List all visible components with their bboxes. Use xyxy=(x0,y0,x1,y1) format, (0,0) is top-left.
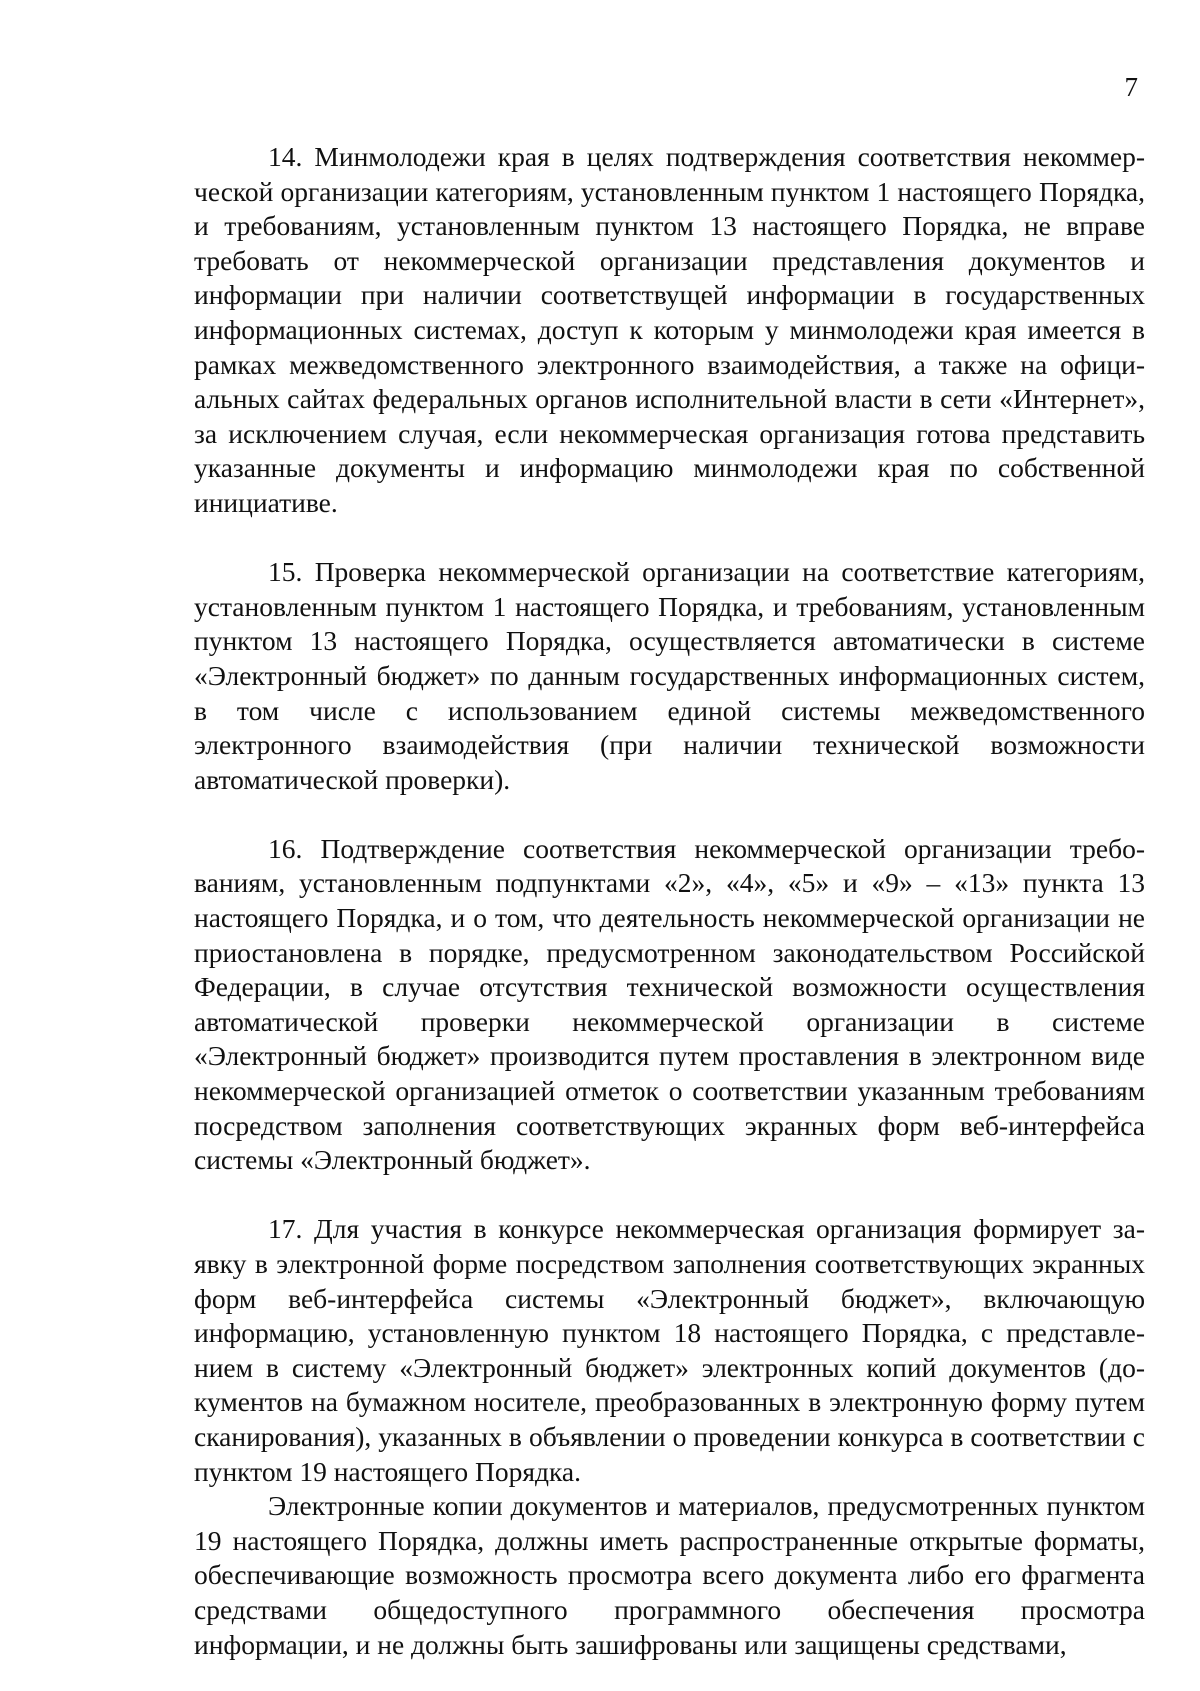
paragraph-16: 16. Подтверждение соответствия некоммерческой организации требованиям, установленным подпунктами «2», «4», «5» и «9» – «13» пункта 13 настоящего Порядка, и о том, что деятельность некоммерческой организации не приостановлена в порядке, предусмотренном законодательством Российской Федерации, в случае отсутствия технической возможности осуществления автоматической проверки некоммерческой организации в системе «Электронный бюджет» производится путем проставления в электронном виде некоммерческой организацией отметок о соответствии указанным требованиям посредством заполнения соответствующих экранных форм веб-интерфейса системы «Электронный бюджет». xyxy=(194,832,1145,1176)
paragraph-17-continuation: Электронные копии документов и материалов, предусмотренных пунктом 19 настоящего Порядка, должны иметь распространенные открытые форматы, обеспечивающие возможность просмотра всего документа либо его фрагмента средствами общедоступного программного обеспечения просмотра информации, и не должны быть зашифрованы или защищены средствами, xyxy=(194,1490,1145,1660)
paragraph-14: 14. Минмолодежи края в целях подтверждения соответствия некоммерческой организации категориям, установленным пунктом 1 настоящего Порядка, и требованиям, установленным пунктом 13 настоящего Порядка, не вправе требовать от некоммерческой организации представления документов и информации при наличии соответствущей информации в государственных информационных системах, доступ к которым у минмолодежи края имеется в рамках межведомственного электронного взаимодействия, а также на официальных сайтах федеральных органов исполнительной власти в сети «Интернет», за исключением случая, если некоммерческая организация готова представить указанные документы и информацию минмолодежи края по собственной инициативе. xyxy=(194,141,1145,518)
document-body xyxy=(194,140,1145,1662)
paragraph-15: 15. Проверка некоммерческой организации на соответствие категориям, установленным пунктом 1 настоящего Порядка, и требованиям, установленным пунктом 13 настоящего Порядка, осуществляется автоматически в системе «Электронный бюджет» по данным государственных информационных систем, в том числе с использованием единой системы межведомственного электронного взаимодействия (при наличии технической возможности автоматической проверки). xyxy=(194,556,1145,795)
page-number: 7 xyxy=(1124,72,1138,102)
paragraph-17: 17. Для участия в конкурсе некоммерческая организация формирует заявку в электронной форме посредством заполнения соответствующих экранных форм веб-интерфейса системы «Электронный бюджет», включающую информацию, установленную пунктом 18 настоящего Порядка, с представлением в систему «Электронный бюджет» электронных копий документов (документов на бумажном носителе, преобразованных в электронную форму путем сканирования), указанных в объявлении о проведении конкурса в соответствии с пунктом 19 настоящего Порядка. xyxy=(194,1213,1145,1487)
